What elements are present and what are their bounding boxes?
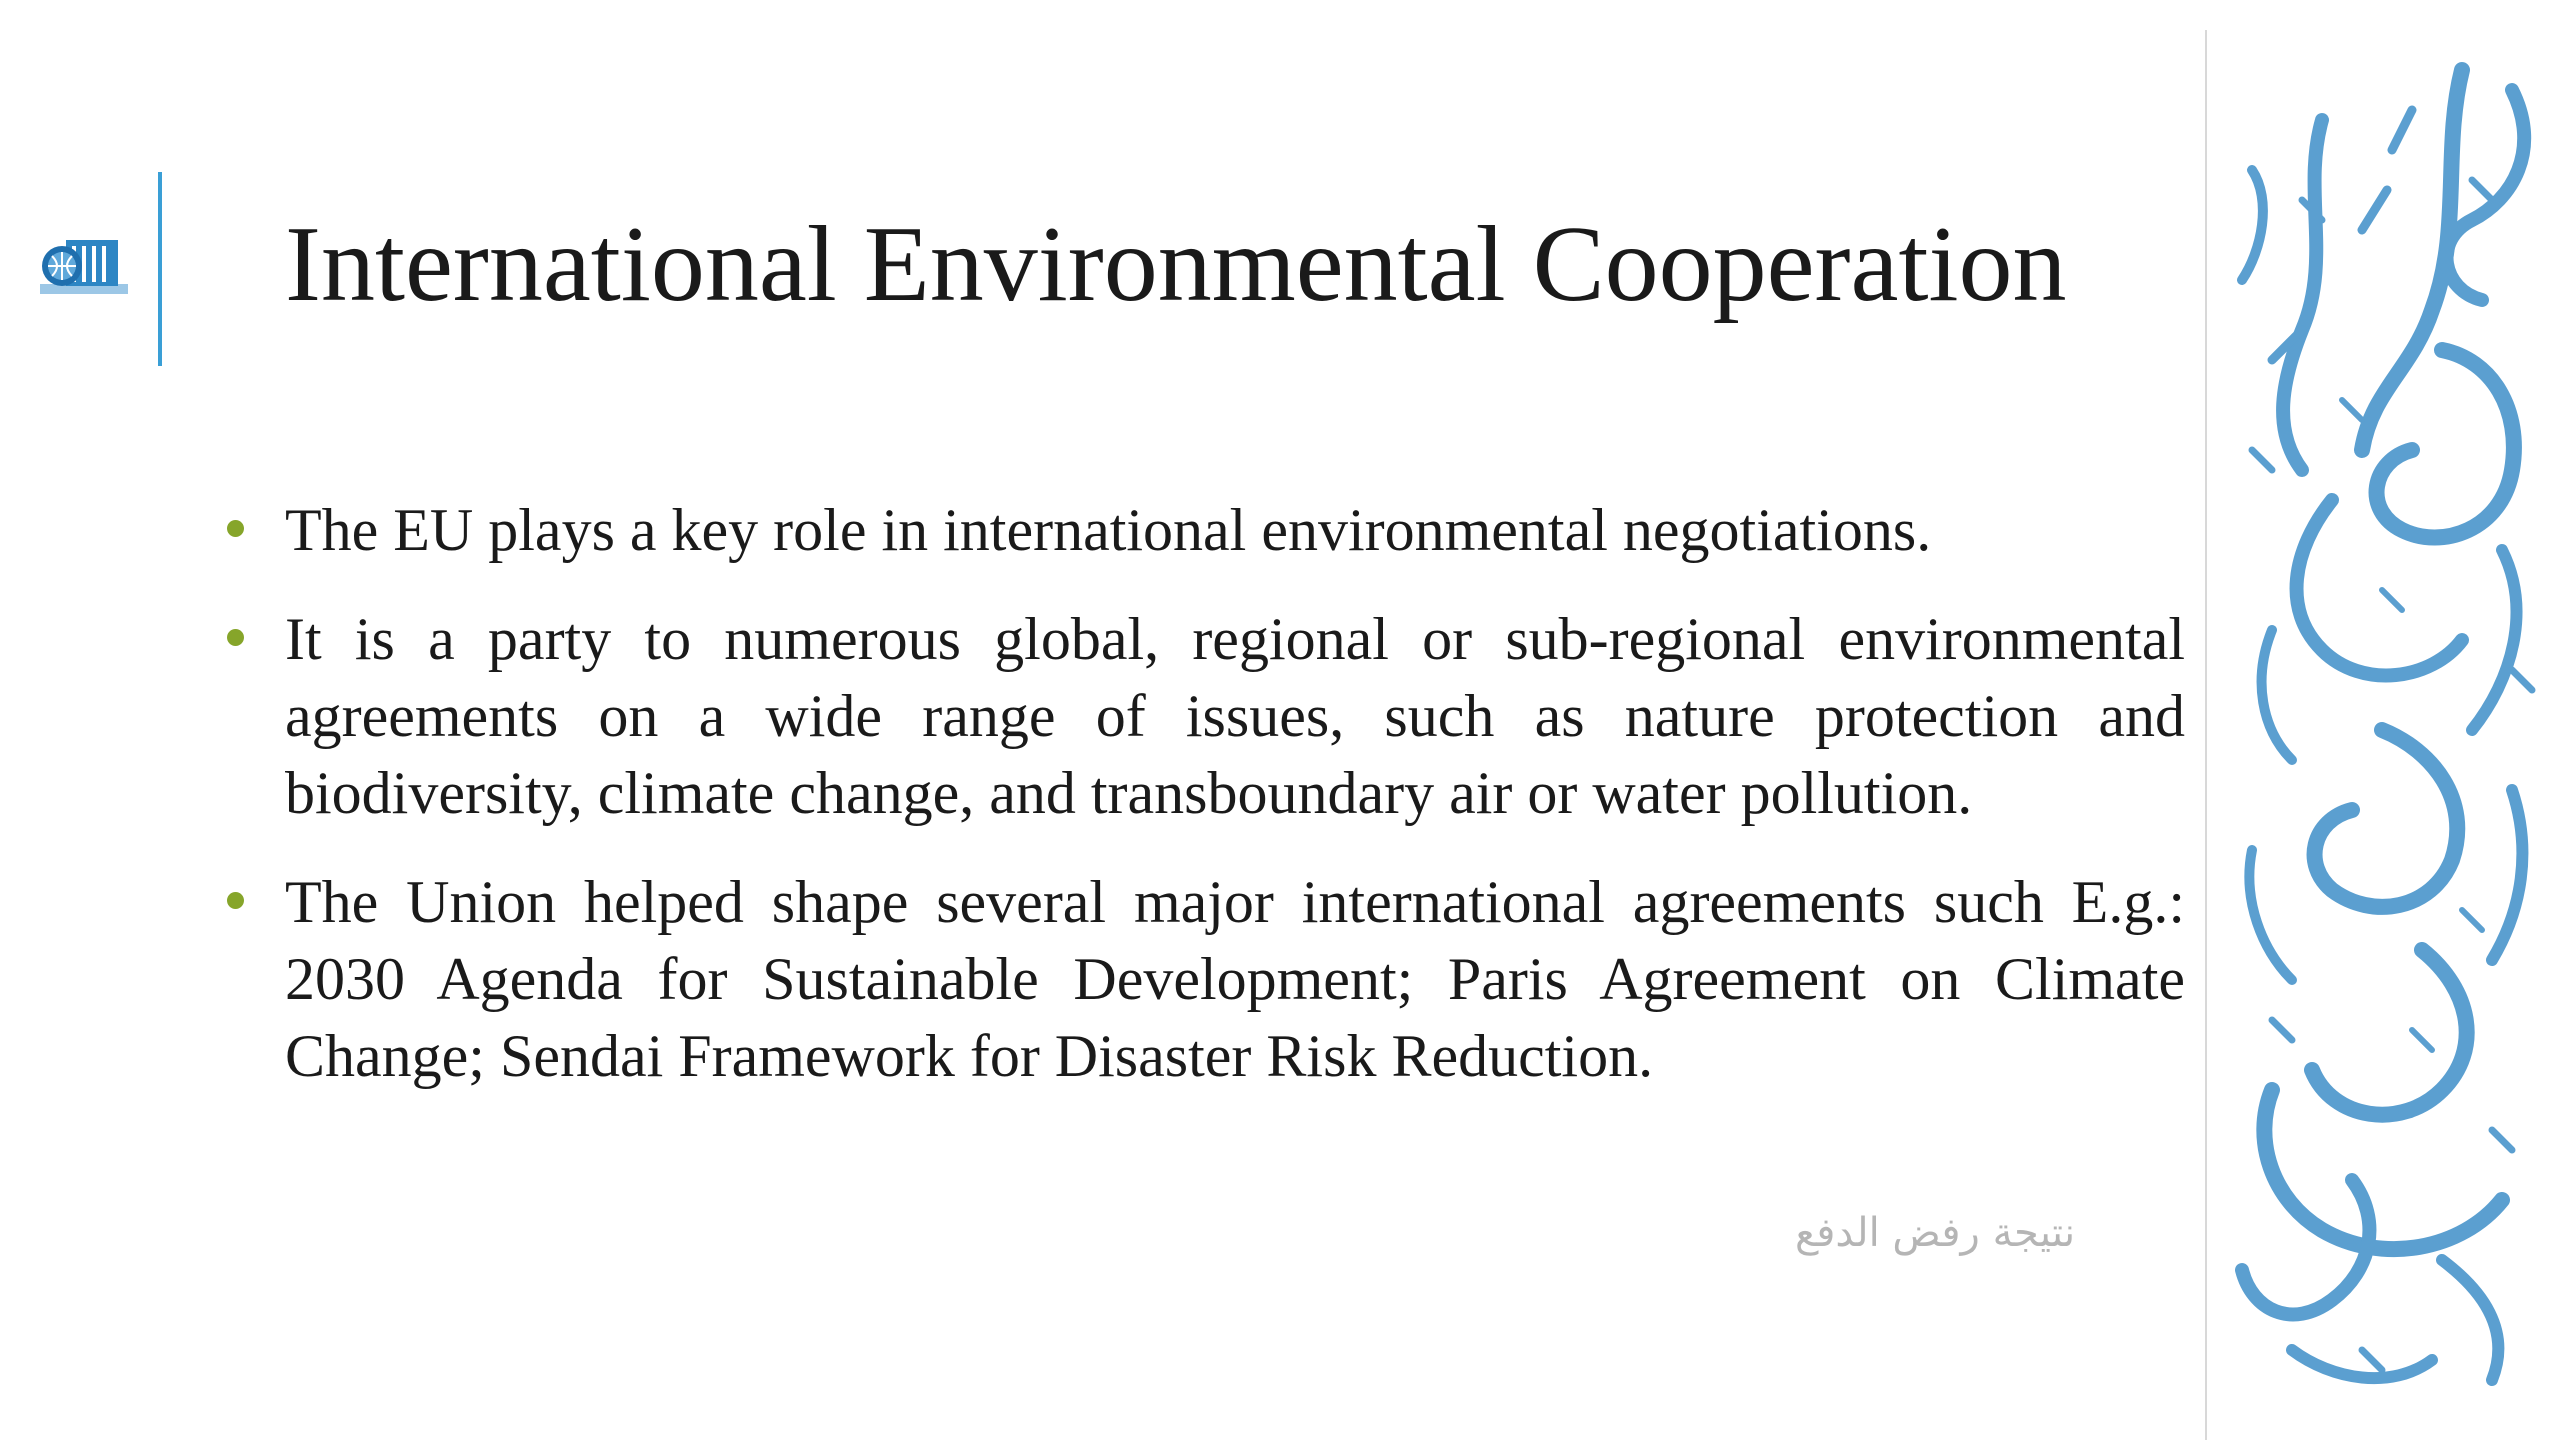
arabic-calligraphy-icon: [2212, 30, 2552, 1420]
bullet-list: [225, 492, 2185, 1127]
side-divider: [2205, 30, 2207, 1440]
bullet-text: The Union helped shape several major international agreements such E.g.: 2030 Agenda for Sustainable Development; Paris Agreement on Climate Change; Sendai Framework for Disaster Risk Reduction.: [285, 869, 2185, 1089]
bullet-marker: [227, 892, 244, 909]
title-divider: [158, 172, 162, 366]
bullet-item: [225, 601, 2185, 832]
slide-title: International Environmental Cooperation: [285, 205, 2067, 324]
bullet-item: [225, 492, 2185, 569]
bullet-marker: [227, 520, 244, 537]
bullet-marker: [227, 629, 244, 646]
watermark-text: نتيجة رفض الدفع: [1795, 1210, 2076, 1256]
university-logo-icon: [36, 232, 132, 306]
bullet-item: [225, 864, 2185, 1095]
bullet-text: It is a party to numerous global, regional or sub-regional environmental agreements on a wide range of issues, such as nature protection and biodiversity, climate change, and transboundary air or water pollution.: [285, 606, 2185, 826]
bullet-text: The EU plays a key role in international environmental negotiations.: [285, 497, 1932, 563]
